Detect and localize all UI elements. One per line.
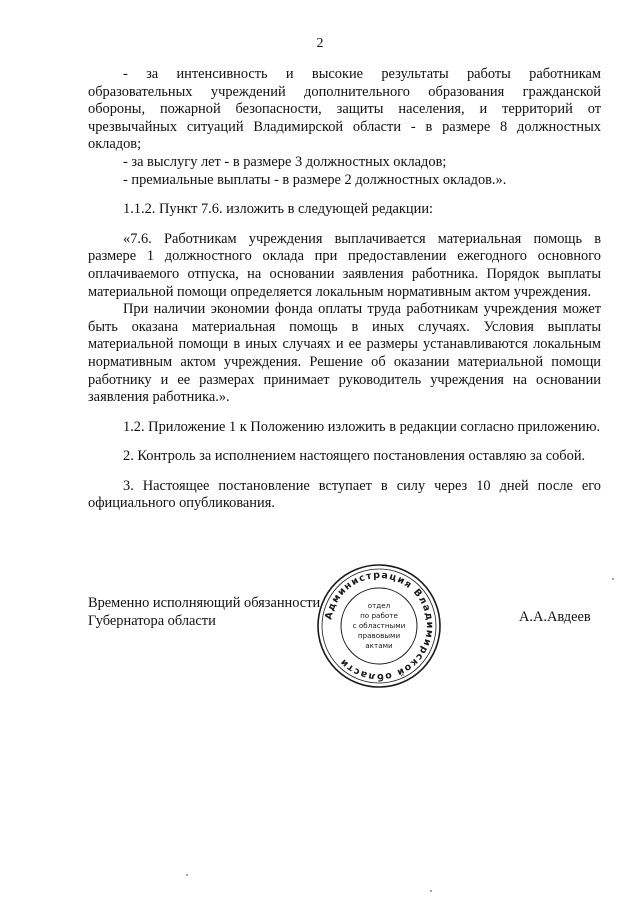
paragraph-material-aid: При наличии экономии фонда оплаты труда работникам учреждения может быть оказана материальная помощь в иных случаях. Условия выплаты материальной помощи в иных случаях и ее размеры устанавливаются локальным нормативным актом учреждения. Решение об оказании материальной помощи работнику и ее размерах принимает руководитель учреждения на основании заявления работника.». [88,301,601,406]
page-number: 2 [316,36,324,51]
scan-speck [430,890,432,892]
stamp-line-5: актами [365,641,393,650]
signature-position [88,594,320,630]
stamp-line-4: правовыми [357,631,401,640]
paragraph-clause-3: 3. Настоящее постановление вступает в силу через 10 дней после его официального опубликования. [88,477,601,512]
stamp-ring-text: Администрация Владимирской области [323,569,436,683]
scan-speck [186,874,188,876]
stamp-line-2: по работе [360,611,398,620]
paragraph-clause-1-1-2: 1.1.2. Пункт 7.6. изложить в следующей редакции: [123,201,434,218]
stamp-line-3: с областными [352,621,406,630]
paragraph-clause-7-6: «7.6. Работникам учреждения выплачивается материальная помощь в размере 1 должностного оклада при предоставлении ежегодного основного оплачиваемого отпуска, на основании заявления работника. Порядок выплаты материальной помощи определяется локальным нормативным актом учреждения. [88,230,601,300]
official-stamp [315,562,443,690]
stamp-line-1: отдел [367,601,391,610]
paragraph-clause-2: 2. Контроль за исполнением настоящего постановления оставляю за собой. [123,448,586,465]
signatory-name: А.А.Авдеев [519,609,591,625]
paragraph-bonus-intensity: - за интенсивность и высокие результаты работы работникам образовательных учреждений дополнительного образования гражданской обороны, пожарной безопасности, защиты населения, и территорий от чрезвычайных ситуаций Владимирской области - в размере 8 должностных окладов; [88,66,601,153]
paragraph-bonus-seniority: - за выслугу лет - в размере 3 должностных окладов; [123,153,447,170]
paragraph-bonus-premium: - премиальные выплаты - в размере 2 должностных окладов.». [123,171,507,188]
scan-speck [612,578,614,580]
signature-position-line1: Временно исполняющий обязанности [88,595,321,611]
paragraph-clause-1-2: 1.2. Приложение 1 к Положению изложить в редакции согласно приложению. [123,418,601,435]
signature-position-line2: Губернатора области [88,613,216,629]
document-body [88,66,601,513]
